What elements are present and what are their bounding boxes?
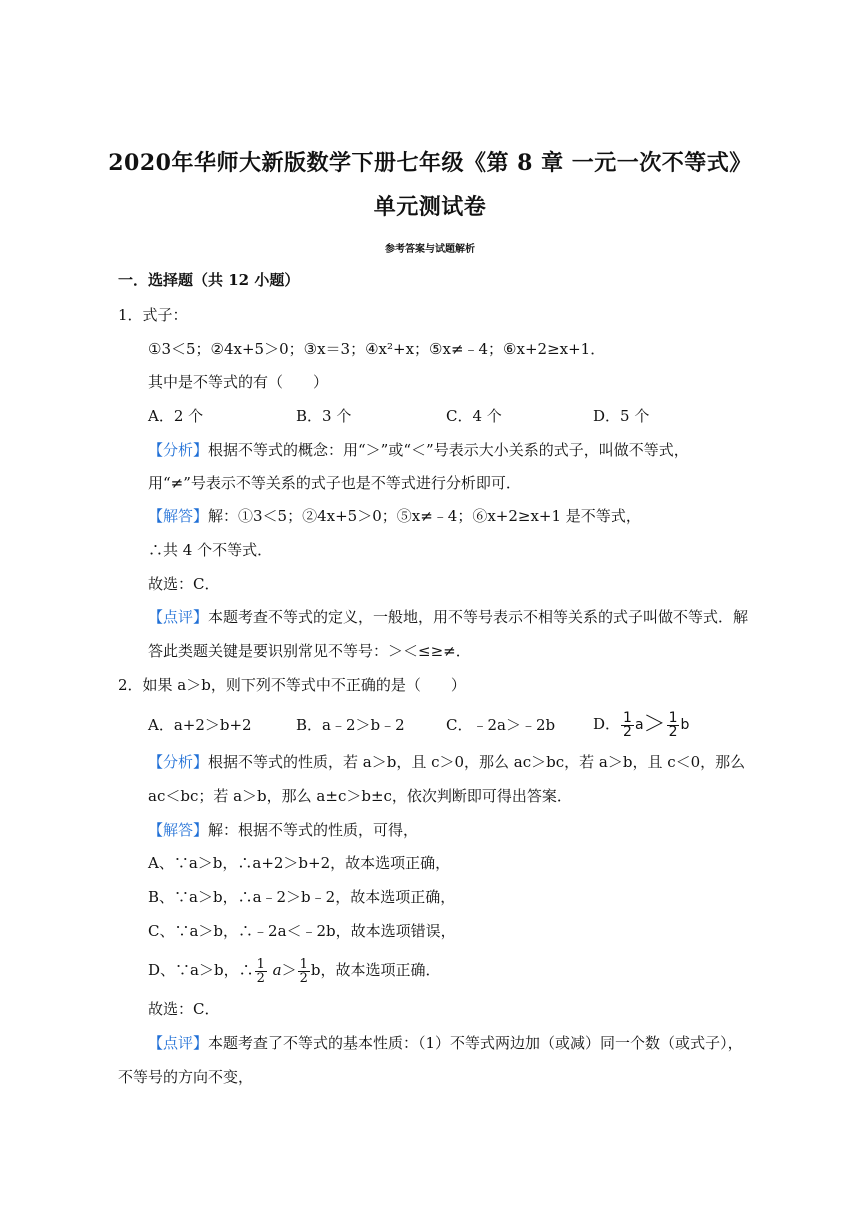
- q2-solution-tag: 【解答】: [148, 821, 209, 839]
- doc-title-line2: 单元测试卷: [373, 194, 487, 220]
- q1-option-c: C．4 个: [446, 407, 502, 425]
- q2-option-d-var-a: a: [634, 717, 644, 733]
- q2-line-d-gt: ＞: [281, 961, 297, 979]
- q1-ask: 其中是不等式的有（ ）: [148, 373, 329, 391]
- q2-option-d-label: D．: [593, 715, 621, 733]
- q1-option-a: A．2 个: [148, 407, 204, 425]
- q2-option-d-frac-left: $\frac{1}{2}$: [623, 709, 632, 740]
- q2-option-d-var-b: b: [680, 717, 690, 733]
- q2-solution-text1: 解：根据不等式的性质，可得，: [208, 821, 419, 839]
- q1-comment-text1: 本题考查不等式的定义，一般地，用不等号表示不相等关系的式子叫做不等式．解: [208, 608, 749, 626]
- q1-solution-text1: 解：①3＜5；②4x+5＞0；⑤x≠﹣4；⑥x+2≥x+1 是不等式，: [208, 507, 641, 525]
- doc-title-line1: 2020年华师大新版数学下册七年级《第 8 章 一元一次不等式》: [108, 150, 752, 176]
- q1-comment-line2: 答此类题关键是要识别常见不等号：＞＜≤≥≠．: [148, 642, 471, 660]
- q1-solution-line1: [148, 506, 641, 526]
- section-heading: 一．选择题（共 12 小题）: [118, 271, 300, 289]
- q2-analysis-line2: ac＜bc；若 a＞b，那么 a±c＞b±c，依次判断即可得出答案．: [148, 787, 572, 805]
- q2-option-c: C．﹣2a＞﹣2b: [446, 716, 556, 734]
- q2-comment-line1: [148, 1033, 743, 1053]
- q2-choice: 故选：C．: [148, 1000, 220, 1018]
- q2-line-d-frac-right: $\frac{1}{2}$: [299, 956, 308, 986]
- q1-comment-tag: 【点评】: [148, 608, 209, 626]
- q2-option-a: A．a+2＞b+2: [148, 716, 252, 734]
- q1-analysis-text1: 根据不等式的概念：用“＞”或“＜”号表示大小关系的式子，叫做不等式，: [208, 441, 689, 459]
- q2-solution-line-d: [148, 952, 441, 988]
- q1-solution-line2: ∴共 4 个不等式．: [148, 541, 273, 559]
- q2-line-d-pre: D、∵a＞b，∴: [148, 961, 254, 979]
- q1-option-d: D．5 个: [593, 407, 650, 425]
- q2-option-d-frac-right: $\frac{1}{2}$: [668, 709, 678, 740]
- q2-line-d-var-a: a: [272, 961, 282, 979]
- q2-solution-line-c: C、∵a＞b，∴﹣2a＜﹣2b，故本选项错误，: [148, 922, 456, 940]
- q1-option-b: B．3 个: [296, 407, 352, 425]
- q2-solution-line-a: A、∵a＞b，∴a+2＞b+2，故本选项正确，: [148, 854, 451, 872]
- q1-items: ①3＜5；②4x+5＞0；③x＝3；④x²+x；⑤x≠﹣4；⑥x+2≥x+1．: [148, 340, 606, 358]
- q1-analysis-line1: [148, 440, 689, 460]
- q1-solution-tag: 【解答】: [148, 507, 209, 525]
- q1-comment-line1: [148, 607, 748, 627]
- q1-stem: 1．式子：: [118, 306, 188, 324]
- q2-analysis-line1: [148, 752, 745, 772]
- q1-choice: 故选：C．: [148, 575, 220, 593]
- q2-solution-line1: [148, 820, 418, 840]
- q1-analysis-tag: 【分析】: [148, 441, 209, 459]
- q2-option-d: [593, 706, 689, 743]
- q2-solution-line-b: B、∵a＞b，∴a﹣2＞b﹣2，故本选项正确，: [148, 888, 456, 906]
- q2-option-b: B．a﹣2＞b﹣2: [296, 716, 405, 734]
- q2-analysis-tag: 【分析】: [148, 753, 209, 771]
- q2-line-d-post: b，故本选项正确．: [310, 961, 441, 979]
- q2-comment-text1: 本题考查了不等式的基本性质：（1）不等式两边加（或减）同一个数（或式子），: [208, 1034, 743, 1052]
- q2-comment-tag: 【点评】: [148, 1034, 209, 1052]
- q2-option-d-gt: ＞: [643, 712, 666, 737]
- q2-comment-line2: 不等号的方向不变，: [118, 1068, 254, 1086]
- q2-analysis-text1: 根据不等式的性质，若 a＞b，且 c＞0，那么 ac＞bc，若 a＞b，且 c＜0，那么: [208, 753, 746, 771]
- q2-stem: 2．如果 a＞b，则下列不等式中不正确的是（ ）: [118, 676, 466, 694]
- q2-line-d-frac-left: $\frac{1}{2}$: [256, 956, 265, 986]
- doc-subtitle: 参考答案与试题解析: [385, 244, 475, 255]
- q1-analysis-line2: 用“≠”号表示不等关系的式子也是不等式进行分析即可．: [148, 474, 521, 492]
